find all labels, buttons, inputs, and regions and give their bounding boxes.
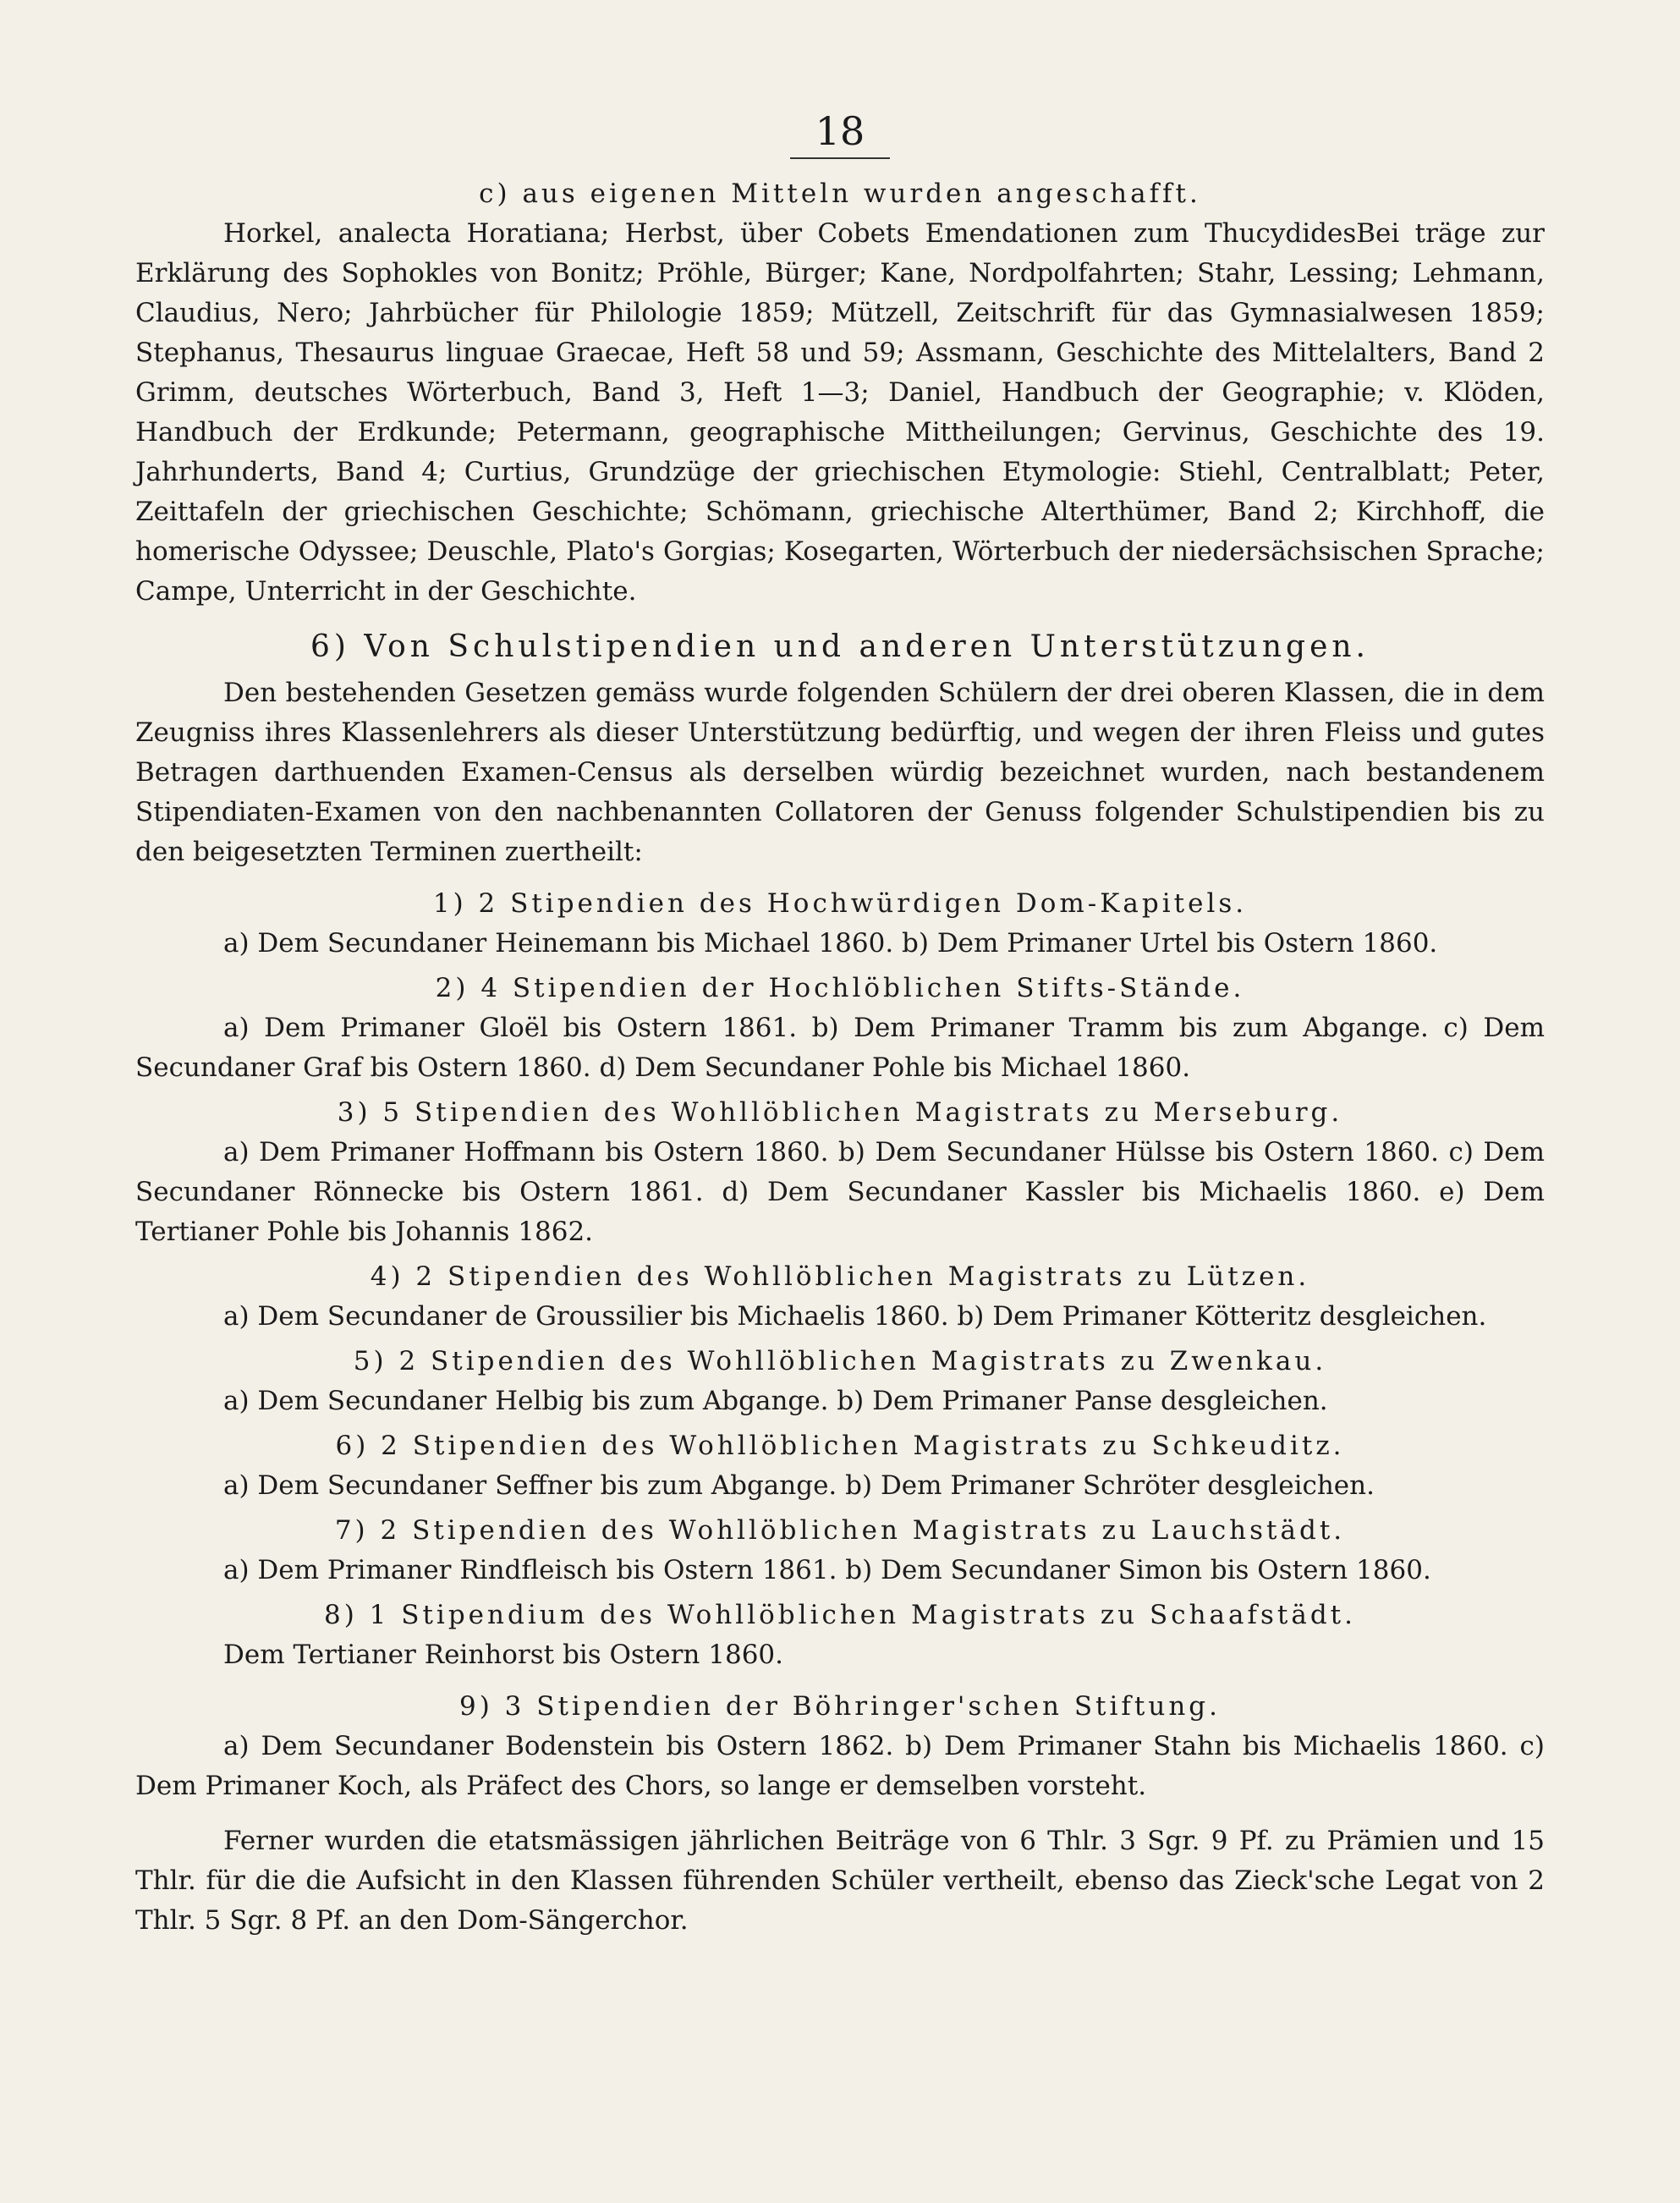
stipend-heading: 1) 2 Stipendien des Hochwürdigen Dom-Kapitels. xyxy=(432,888,1248,919)
section-6-closing: Ferner wurden die etatsmässigen jährlichen Beiträge von 6 Thlr. 3 Sgr. 9 Pf. zu Prämien und 15 Thlr. für die die Aufsicht in den Klassen führenden Schüler vertheilt, ebenso das Zieck'sche Legat von 2 Thlr. 5 Sgr. 8 Pf. an den Dom-Sängerchor. xyxy=(135,1826,1545,1936)
section-c xyxy=(135,174,1545,612)
stipend-heading: 5) 2 Stipendien des Wohllöblichen Magistrats zu Zwenkau. xyxy=(353,1346,1327,1376)
stipend-heading: 3) 5 Stipendien des Wohllöblichen Magistrats zu Merseburg. xyxy=(337,1097,1343,1128)
stipend-recipients: a) Dem Secundaner Heinemann bis Michael 1860. b) Dem Primaner Urtel bis Ostern 1860. xyxy=(223,928,1438,959)
stipend-heading: 2) 4 Stipendien der Hochlöblichen Stifts-Stände. xyxy=(435,973,1245,1003)
stipend-list xyxy=(135,884,1545,1806)
stipend-recipients: a) Dem Primaner Gloël bis Ostern 1861. b) Dem Primaner Tramm bis zum Abgange. c) Dem Secundaner Graf bis Ostern 1860. d) Dem Secundaner Pohle bis Michael 1860. xyxy=(135,1013,1545,1083)
page-number xyxy=(135,108,1545,159)
page-number-text: 18 xyxy=(790,108,891,159)
section-6 xyxy=(135,627,1545,1941)
stipend-recipients: a) Dem Secundaner Seffner bis zum Abgange. b) Dem Primaner Schröter desgleichen. xyxy=(223,1470,1375,1501)
stipend-recipients: a) Dem Primaner Hoffmann bis Ostern 1860. b) Dem Secundaner Hülsse bis Ostern 1860. c) Dem Secundaner Rönnecke bis Ostern 1861. d) Dem Secundaner Kassler bis Michaelis 1860. e) Dem Tertianer Pohle bis Johannis 1862. xyxy=(135,1137,1545,1247)
stipend-heading: 6) 2 Stipendien des Wohllöblichen Magistrats zu Schkeuditz. xyxy=(335,1431,1345,1461)
section-6-intro: Den bestehenden Gesetzen gemäss wurde folgenden Schülern der drei oberen Klassen, die in dem Zeugniss ihres Klassenlehrers als dieser Unterstützung bedürftig, und wegen der ihren Fleiss und gutes Betragen darthuenden Examen-Census als derselben würdig bezeichnet wurden, nach bestandenem Stipendiaten-Examen von den nachbenannten Collatoren der Genuss folgender Schulstipendien bis zu den beigesetzten Terminen zuertheilt: xyxy=(135,678,1545,867)
section-6-heading: 6) Von Schulstipendien und anderen Unterstützungen. xyxy=(310,629,1370,664)
stipend-heading: 9) 3 Stipendien der Böhringer'schen Stiftung. xyxy=(458,1691,1221,1722)
stipend-heading: 4) 2 Stipendien des Wohllöblichen Magistrats zu Lützen. xyxy=(370,1261,1310,1292)
stipend-recipients: a) Dem Primaner Rindfleisch bis Ostern 1861. b) Dem Secundaner Simon bis Ostern 1860. xyxy=(223,1555,1431,1585)
stipend-heading: 7) 2 Stipendien des Wohllöblichen Magistrats zu Lauchstädt. xyxy=(334,1515,1346,1546)
stipend-recipients: Dem Tertianer Reinhorst bis Ostern 1860. xyxy=(223,1640,783,1670)
section-c-heading: c) aus eigenen Mitteln wurden angeschafft. xyxy=(479,179,1201,209)
stipend-recipients: a) Dem Secundaner Bodenstein bis Ostern 1862. b) Dem Primaner Stahn bis Michaelis 1860. c) Dem Primaner Koch, als Präfect des Chors, so lange er demselben vorsteht. xyxy=(135,1731,1545,1801)
stipend-recipients: a) Dem Secundaner Helbig bis zum Abgange. b) Dem Primaner Panse desgleichen. xyxy=(223,1386,1328,1416)
stipend-heading: 8) 1 Stipendium des Wohllöblichen Magistrats zu Schaafstädt. xyxy=(323,1600,1356,1630)
section-c-body: Horkel, analecta Horatiana; Herbst, über Cobets Emendationen zum ThucydidesBei träge zur Erklärung des Sophokles von Bonitz; Pröhle, Bürger; Kane, Nordpolfahrten; Stahr, Lessing; Lehmann, Claudius, Nero; Jahrbücher für Philologie 1859; Mützell, Zeitschrift für das Gymnasialwesen 1859; Stephanus, Thesaurus linguae Graecae, Heft 58 und 59; Assmann, Geschichte des Mittelalters, Band 2 Grimm, deutsches Wörterbuch, Band 3, Heft 1—3; Daniel, Handbuch der Geographie; v. Klöden, Handbuch der Erdkunde; Petermann, geographische Mittheilungen; Gervinus, Geschichte des 19. Jahrhunderts, Band 4; Curtius, Grundzüge der griechischen Etymologie: Stiehl, Centralblatt; Peter, Zeittafeln der griechischen Geschichte; Schömann, griechische Alterthümer, Band 2; Kirchhoff, die homerische Odyssee; Deuschle, Plato's Gorgias; Kosegarten, Wörterbuch der niedersächsischen Sprache; Campe, Unterricht in der Geschichte. xyxy=(135,218,1545,607)
document-page xyxy=(0,108,1680,2203)
stipend-recipients: a) Dem Secundaner de Groussilier bis Michaelis 1860. b) Dem Primaner Kötteritz desgleichen. xyxy=(223,1301,1487,1332)
